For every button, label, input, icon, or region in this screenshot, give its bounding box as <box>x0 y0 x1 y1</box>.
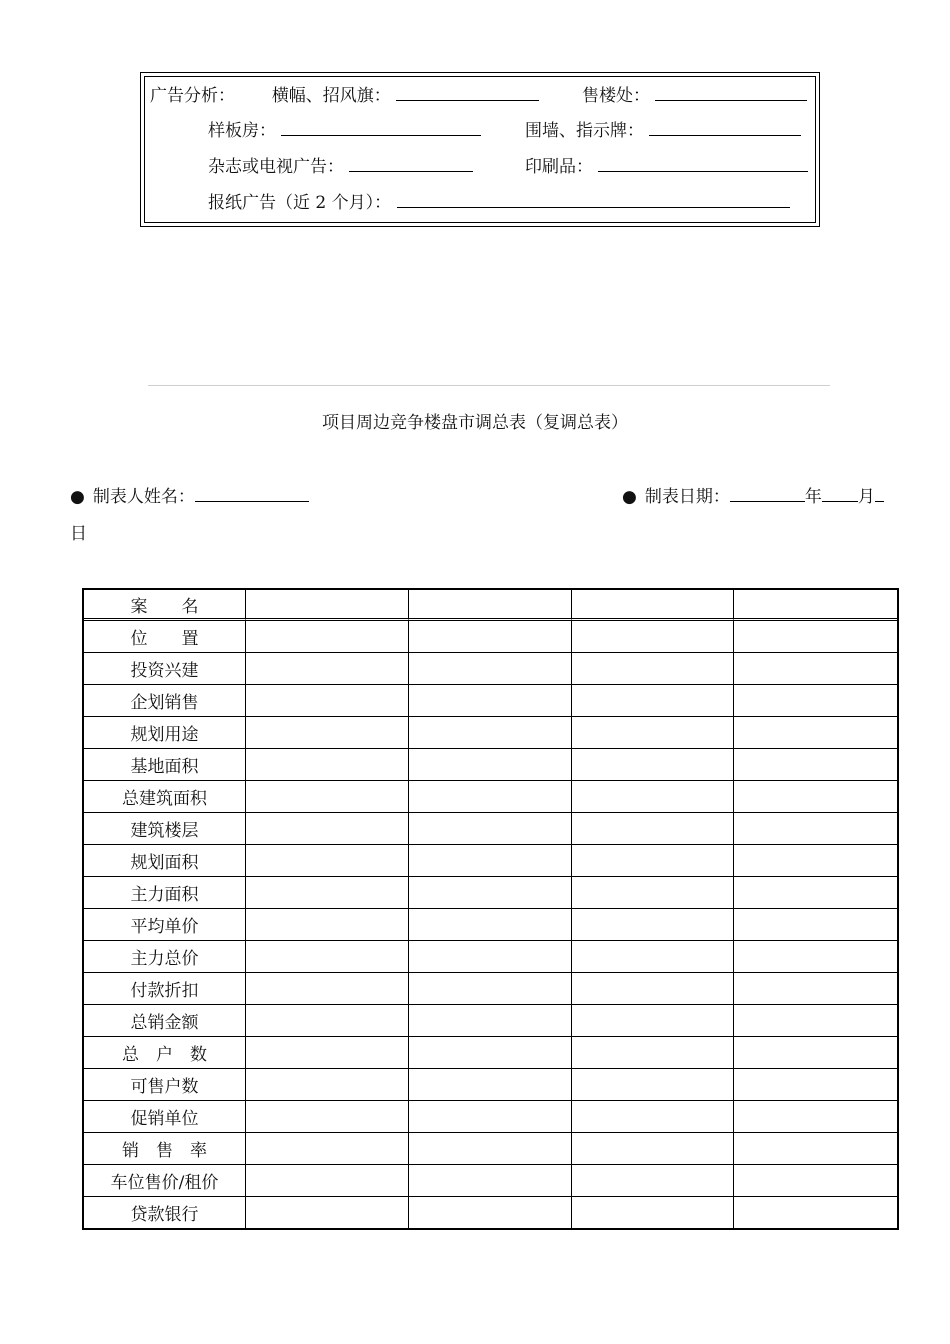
month-label: 月 <box>857 487 875 507</box>
table-cell[interactable] <box>572 717 734 749</box>
table-cell[interactable] <box>409 685 572 717</box>
table-cell[interactable] <box>572 749 734 781</box>
survey-table-body <box>84 590 897 1228</box>
table-cell[interactable] <box>246 1037 409 1069</box>
table-cell[interactable] <box>572 845 734 877</box>
row-label: 总建筑面积 <box>84 781 246 813</box>
table-row <box>84 1069 897 1101</box>
document-title: 项目周边竞争楼盘市调总表（复调总表） <box>322 413 628 433</box>
table-cell[interactable] <box>246 621 409 653</box>
maker-name-blank[interactable] <box>195 483 309 502</box>
date-field <box>622 482 884 507</box>
table-row <box>84 845 897 877</box>
table-cell[interactable] <box>734 877 897 909</box>
row-label: 平均单价 <box>84 909 246 941</box>
table-cell[interactable] <box>246 973 409 1005</box>
sales-office-blank[interactable] <box>655 82 807 101</box>
table-cell[interactable] <box>246 590 409 621</box>
ad-analysis-box <box>140 72 820 227</box>
sales-office-row <box>582 82 807 106</box>
table-cell[interactable] <box>409 590 572 621</box>
table-cell[interactable] <box>572 941 734 973</box>
survey-table <box>82 588 899 1230</box>
table-cell[interactable] <box>409 1101 572 1133</box>
row-label: 规划面积 <box>84 845 246 877</box>
table-cell[interactable] <box>734 781 897 813</box>
section-divider <box>148 385 830 386</box>
printed-label: 印刷品： <box>525 157 593 177</box>
table-cell[interactable] <box>409 1165 572 1197</box>
table-cell[interactable] <box>572 1037 734 1069</box>
table-cell[interactable] <box>409 941 572 973</box>
row-label: 企划销售 <box>84 685 246 717</box>
bullet-icon: ● <box>622 487 637 507</box>
sales-office-label: 售楼处： <box>582 86 650 106</box>
table-cell[interactable] <box>734 1037 897 1069</box>
hoarding-label: 围墙、指示牌： <box>525 121 644 141</box>
table-cell[interactable] <box>409 909 572 941</box>
table-cell[interactable] <box>409 877 572 909</box>
hoarding-row <box>525 117 801 141</box>
table-cell[interactable] <box>572 1101 734 1133</box>
hoarding-blank[interactable] <box>649 117 801 136</box>
table-cell[interactable] <box>734 1069 897 1101</box>
model-house-label: 样板房： <box>208 121 276 141</box>
table-cell[interactable] <box>572 1069 734 1101</box>
table-cell[interactable] <box>409 1069 572 1101</box>
table-cell[interactable] <box>409 781 572 813</box>
row-label: 主力面积 <box>84 877 246 909</box>
table-row <box>84 717 897 749</box>
model-house-row <box>208 117 481 141</box>
table-row <box>84 1133 897 1165</box>
row-label: 基地面积 <box>84 749 246 781</box>
table-cell[interactable] <box>409 621 572 653</box>
table-cell[interactable] <box>572 877 734 909</box>
table-cell[interactable] <box>246 1069 409 1101</box>
day-blank[interactable] <box>875 483 884 502</box>
ad-row-1 <box>150 82 539 106</box>
table-cell[interactable] <box>246 1101 409 1133</box>
table-cell[interactable] <box>409 1197 572 1228</box>
table-row <box>84 749 897 781</box>
table-cell[interactable] <box>246 685 409 717</box>
table-cell[interactable] <box>246 749 409 781</box>
table-cell[interactable] <box>572 590 734 621</box>
table-cell[interactable] <box>246 1133 409 1165</box>
table-cell[interactable] <box>734 1133 897 1165</box>
table-cell[interactable] <box>409 845 572 877</box>
table-cell[interactable] <box>572 973 734 1005</box>
row-label: 位 置 <box>84 621 246 653</box>
newspaper-blank[interactable] <box>397 189 790 208</box>
printed-blank[interactable] <box>598 153 808 172</box>
table-row <box>84 941 897 973</box>
table-cell[interactable] <box>734 973 897 1005</box>
table-cell[interactable] <box>409 653 572 685</box>
table-row <box>84 1005 897 1037</box>
date-label: 制表日期： <box>644 487 730 507</box>
table-cell[interactable] <box>734 590 897 621</box>
row-label: 建筑楼层 <box>84 813 246 845</box>
table-row <box>84 1101 897 1133</box>
table-cell[interactable] <box>572 909 734 941</box>
table-cell[interactable] <box>246 653 409 685</box>
year-blank[interactable] <box>730 483 805 502</box>
row-label: 车位售价/租价 <box>84 1165 246 1197</box>
table-row <box>84 621 897 653</box>
table-cell[interactable] <box>734 1165 897 1197</box>
table-cell[interactable] <box>734 653 897 685</box>
newspaper-row <box>208 189 790 213</box>
table-cell[interactable] <box>409 973 572 1005</box>
table-cell[interactable] <box>246 717 409 749</box>
table-cell[interactable] <box>246 845 409 877</box>
ad-analysis-heading: 广告分析： <box>150 86 235 106</box>
table-cell[interactable] <box>734 621 897 653</box>
maker-field <box>70 482 309 507</box>
row-label: 规划用途 <box>84 717 246 749</box>
model-house-blank[interactable] <box>281 117 481 136</box>
banner-blank[interactable] <box>396 82 539 101</box>
table-row <box>84 973 897 1005</box>
table-cell[interactable] <box>246 1165 409 1197</box>
table-cell[interactable] <box>409 749 572 781</box>
table-cell[interactable] <box>734 1101 897 1133</box>
table-cell[interactable] <box>246 909 409 941</box>
table-cell[interactable] <box>409 1005 572 1037</box>
year-label: 年 <box>804 487 822 507</box>
table-row <box>84 813 897 845</box>
table-cell[interactable] <box>734 845 897 877</box>
table-cell[interactable] <box>734 1005 897 1037</box>
printed-row <box>525 153 808 177</box>
table-cell[interactable] <box>246 941 409 973</box>
month-blank[interactable] <box>822 483 858 502</box>
table-cell[interactable] <box>572 1197 734 1228</box>
table-cell[interactable] <box>409 813 572 845</box>
table-cell[interactable] <box>572 1133 734 1165</box>
table-cell[interactable] <box>409 717 572 749</box>
table-cell[interactable] <box>572 685 734 717</box>
magazine-tv-blank[interactable] <box>349 153 473 172</box>
table-cell[interactable] <box>734 941 897 973</box>
bullet-icon: ● <box>70 487 85 507</box>
row-label: 投资兴建 <box>84 653 246 685</box>
table-row <box>84 685 897 717</box>
table-header-row <box>84 590 897 621</box>
table-row <box>84 1165 897 1197</box>
table-cell[interactable] <box>409 1133 572 1165</box>
row-label: 促销单位 <box>84 1101 246 1133</box>
table-cell[interactable] <box>246 1005 409 1037</box>
table-cell[interactable] <box>572 653 734 685</box>
table-cell[interactable] <box>734 717 897 749</box>
table-cell[interactable] <box>734 813 897 845</box>
magazine-tv-row <box>208 153 473 177</box>
table-cell[interactable] <box>246 813 409 845</box>
row-label: 付款折扣 <box>84 973 246 1005</box>
table-row <box>84 653 897 685</box>
table-cell[interactable] <box>409 1037 572 1069</box>
table-cell[interactable] <box>246 781 409 813</box>
row-label: 总销金额 <box>84 1005 246 1037</box>
table-cell[interactable] <box>572 1165 734 1197</box>
table-cell[interactable] <box>246 877 409 909</box>
table-cell[interactable] <box>572 781 734 813</box>
table-row <box>84 909 897 941</box>
day-label: 日 <box>70 524 87 544</box>
row-label: 贷款银行 <box>84 1197 246 1228</box>
table-row <box>84 877 897 909</box>
table-row <box>84 781 897 813</box>
table-row <box>84 1037 897 1069</box>
maker-label: 制表人姓名： <box>92 487 195 507</box>
row-label: 总 户 数 <box>84 1037 246 1069</box>
table-cell[interactable] <box>572 813 734 845</box>
magazine-tv-label: 杂志或电视广告： <box>208 157 344 177</box>
table-cell[interactable] <box>246 1197 409 1228</box>
row-label: 案 名 <box>84 590 246 621</box>
row-label: 主力总价 <box>84 941 246 973</box>
newspaper-label: 报纸广告（近 2 个月）： <box>208 193 392 213</box>
table-cell[interactable] <box>734 685 897 717</box>
table-cell[interactable] <box>734 909 897 941</box>
banner-label: 横幅、招风旗： <box>271 86 391 106</box>
table-cell[interactable] <box>734 1197 897 1228</box>
table-cell[interactable] <box>572 1005 734 1037</box>
row-label: 销 售 率 <box>84 1133 246 1165</box>
table-cell[interactable] <box>572 621 734 653</box>
table-cell[interactable] <box>734 749 897 781</box>
table-row <box>84 1197 897 1228</box>
row-label: 可售户数 <box>84 1069 246 1101</box>
